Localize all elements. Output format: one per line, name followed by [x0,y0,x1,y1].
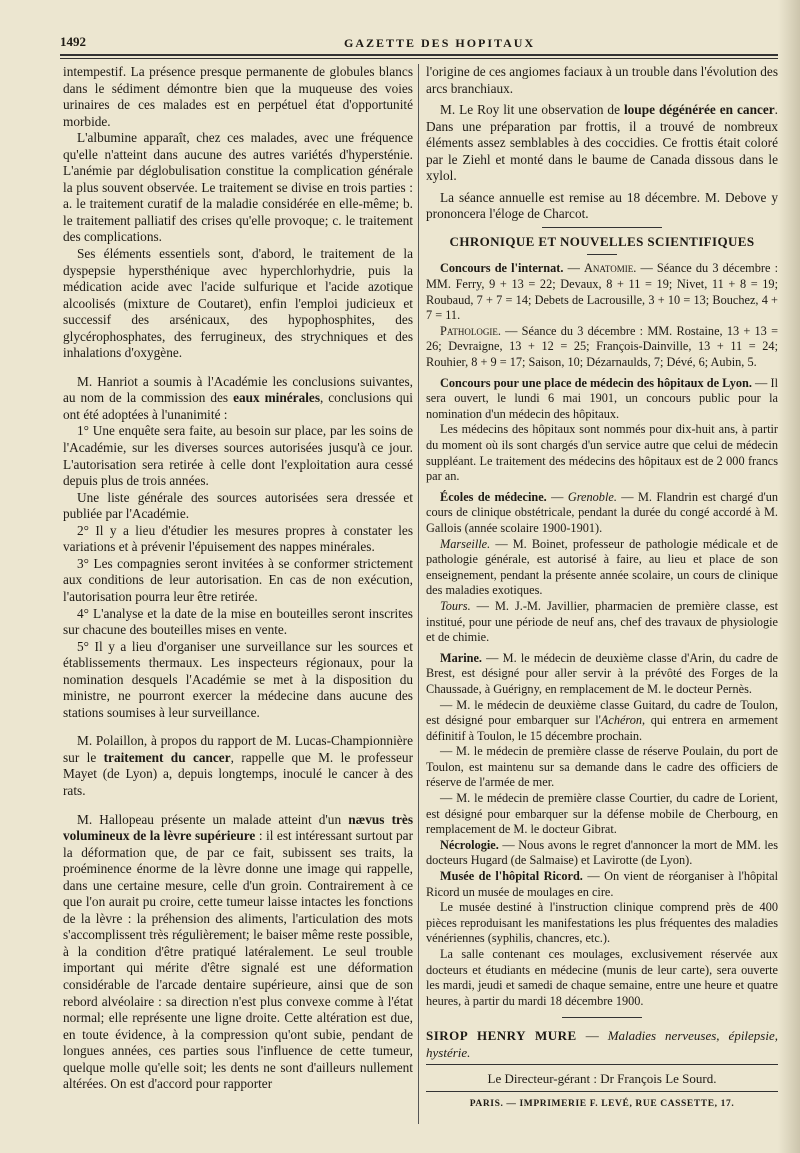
imprint-line: PARIS. — IMPRIMERIE F. LEVÉ, RUE CASSETTE, 17. [469,1099,735,1110]
separator-rule [562,1017,642,1018]
advertisement-line: SIROP HENRY MURE — Maladies nerveuses, épilepsie, hystérie. [426,1028,778,1060]
list-item: 2° Il y a lieu d'étudier les mesures propres à constater les variations et à prévenir l'épuisement des nappes minérales. [63,522,413,555]
news-item: Marseille. — M. Boinet, professeur de pathologie médicale et de pathologie générale, est autorisé à faire, au lieu et place de son enseignement, pendant la présente année scolaire, un cours de clinique des maladies exotiques. [426,536,778,598]
news-item: Les médecins des hôpitaux sont nommés pour dix-huit ans, à partir du moment où ils sont chargés d'un service autre que celui de médecin suppléant. Le traitement des médecins des hôpitaux est de 2 000 francs par an. [426,422,778,484]
news-item: Écoles de médecine. — Grenoble. — M. Flandrin est chargé d'un cours de clinique obstétricale, pendant la durée du congé accordé à M. Gallois (année scolaire 1900-1901). [426,489,778,535]
news-item: — M. le médecin de première classe de réserve Poulain, du port de Toulon, est maintenu sur sa demande dans le cadre des officiers de réserve de l'armée de mer. [426,744,778,790]
news-item: — M. le médecin de deuxième classe Guitard, du cadre de Toulon, est désigné pour embarquer sur l'Achéron, qui entrera en armement définitif à Toulon, le 15 décembre prochain. [426,697,779,743]
paragraph: Ses éléments essentiels sont, d'abord, le traitement de la dyspepsie hypersthénique avec hyperchlorhydrie, puis la médication acide avec l'acide sulfurique et l'acide azotique alcoolisés (mixture de Coutaret), enfin l'emploi judicieux et successif des arsénicaux, des hypophosphites, des glycérophosphates, des ferrugineux, des strychniques et des inhalations d'oxygène. [63,246,413,361]
news-item: Concours pour une place de médecin des hôpitaux de Lyon. — Il sera ouvert, le lundi 6 mai 1901, un concours public pour la nomination d'un médecin des hôpitaux. [426,375,778,421]
news-item: Musée de l'hôpital Ricord. — On vient de réorganiser à l'hôpital Ricord un musée de moulages en cire. [426,869,778,899]
news-item: — M. le médecin de première classe Courtier, du cadre de Lorient, est désigné pour embarquer sur la défense mobile de Cherbourg, en remplacement de M. le docteur Gibrat. [426,791,778,837]
paragraph: La séance annuelle est remise au 18 décembre. M. Debove y prononcera l'éloge de Charcot. [426,189,778,222]
director-line: Le Directeur-gérant : Dr François Le Sourd. [487,1071,717,1087]
news-item: Marine. — M. le médecin de deuxième classe d'Arin, du cadre de Brest, est désigné pour aller servir à la prévôté des Forges de la Chaussade, à Guérigny, en remplacement de M. le docteur Pernès. [426,650,778,696]
header-rule [60,54,778,59]
paragraph: M. Le Roy lit une observation de loupe dégénérée en cancer. Dans une préparation par frottis, il a trouvé de nombreux éléments assez semblables à des coccidies. Ce frottis était coloré par le Ziehl et monté dans le baume de Canada dissous dans le xylol. [426,102,778,184]
right-column [426,64,778,1113]
paragraph: Une liste générale des sources autorisées sera dressée et publiée par l'Académie. [63,489,413,522]
list-item: 4° L'analyse et la date de la mise en bouteilles seront inscrites sur chacune des bouteilles mises en vente. [63,605,413,638]
paragraph: l'origine de ces angiomes faciaux à un trouble dans l'évolution des arcs branchiaux. [426,64,778,96]
footer-rule [426,1091,778,1092]
news-item: Nécrologie. — Nous avons le regret d'annoncer la mort de MM. les docteurs Hugard (de Salmaise) et Lavirotte (de Lyon). [426,837,778,868]
paragraph: M. Hanriot a soumis à l'Académie les conclusions suivantes, au nom de la commission des eaux minérales, conclusions qui ont été adoptées à l'unanimité : [63,373,414,422]
separator-rule [542,227,662,228]
news-item: La salle contenant ces moulages, exclusivement réservée aux docteurs et étudiants en médecine (munis de leur carte), sera ouverte les mardi, jeudi et samedi de chaque semaine, entre une heure et quatre heures, à partir du mardi 18 décembre 1900. [426,947,778,1008]
section-title: CHRONIQUE ET NOUVELLES SCIENTIFIQUES [449,233,755,249]
news-item: Pathologie. — Séance du 3 décembre : MM. Rostaine, 13 + 13 = 26; Devraigne, 13 + 12 = 25; François-Dainville, 13 + 11 = 24; Rouhier, 8 + 9 = 17; Saison, 10; Dézarnaulds, 7; Dévé, 6; Aubin, 5. [426,323,778,370]
list-item: 5° Il y a lieu d'organiser une surveillance sur les sources et établissements thermaux. Les inspecteurs régionaux, pour la nomination desquels l'Académie se met à la disposition du ministre, ne pourront exercer la médecine dans aucune des stations soumises à leur surveillance. [63,638,413,720]
list-item: 3° Les compagnies seront invitées à se conformer strictement aux conditions de leur autorisation. En cas de non exécution, l'autorisation pourra leur être retirée. [63,555,413,604]
paragraph: M. Polaillon, à propos du rapport de M. Lucas-Championnière sur le traitement du cancer, rappelle que M. le professeur Mayet (de Lyon) a, depuis longtemps, inoculé le cancer à des rats. [63,733,413,798]
paragraph: L'albumine apparaît, chez ces malades, avec une fréquence qu'elle n'atteint dans aucune des autres variétés d'hypersténie. L'anémie par déglobulisation constitue la complication générale la plus souvent observée. Le traitement se divise en trois parties : a. le traitement curatif de la maladie considérée en elle-même; b. le traitement palliatif des crises qu'elle provoque; c. le traitement des complications. [63,130,413,245]
paragraph: M. Hallopeau présente un malade atteint d'un nævus très volumineux de la lèvre supérieure : il est intéressant surtout par la déformation que, de par ce fait, subissent ses traits, la proéminence énorme de la lèvre donne une image qui rappelle, dans une certaine mesure, celle d'un groin. Contrairement à ce que l'on aurait pu croire, cette tumeur laisse intactes les fonctions de la lèvre : la préhension des aliments, l'articulation des mots s'accomplissent très régulièrement; le baiser même reste possible, à la condition d'être pratiqué latéralement. Le seul trouble important qui mérite d'être signalé est une déformation considérable de l'arcade dentaire supérieure, ainsi que de son rebord alvéolaire : sa direction n'est plus convexe comme à l'état normal; elle représente une ligne droite. Cette altération est due, en toute évidence, à la compression qu'ont subie, pendant de longues années, ces parties sous l'influence de cette tumeur, quelque molle qu'elle soit; les dents ne sont d'ailleurs nullement altérées. On est d'accord pour rapporter [63,811,413,1092]
left-column [63,64,413,1093]
news-item: Le musée destiné à l'instruction clinique comprend près de 400 pièces reproduisant les manifestations les plus fréquentes des maladies vénériennes (syphilis, chancres, etc.). [426,900,778,946]
scan-edge-shadow [778,0,800,1153]
news-item: Tours. — M. J.-M. Javillier, pharmacien de première classe, est institué, pour une période de neuf ans, chef des travaux de physiologie et de chimie. [426,598,778,645]
footer-rule [426,1064,778,1065]
page-number: 1492 [60,34,86,49]
page-title: GAZETTE DES HOPITAUX [344,36,536,50]
news-item: Concours de l'internat. — Anatomie. — Séance du 3 décembre : MM. Ferry, 9 + 13 = 22; Devaux, 8 + 11 = 19; Nivet, 11 + 8 = 19; Roubaud, 7 + 7 = 14; Debets de Lacrousille, 3 + 10 = 13; Bouchez, 4 + 7 = 11. [426,261,778,323]
separator-rule [587,254,617,255]
list-item: 1° Une enquête sera faite, au besoin sur place, par les soins de l'Académie, sur les diverses sources autorisées jusqu'à ce jour. L'autorisation sera retirée à celle dont l'exploitation aura cessé depuis plus de trois années. [63,423,413,489]
column-divider [418,64,419,1124]
paragraph: intempestif. La présence presque permanente de globules blancs dans le sédiment démontre bien que la muqueuse des voies urinaires de ces malades est en perpétuel état d'opportunité morbide. [63,64,413,129]
